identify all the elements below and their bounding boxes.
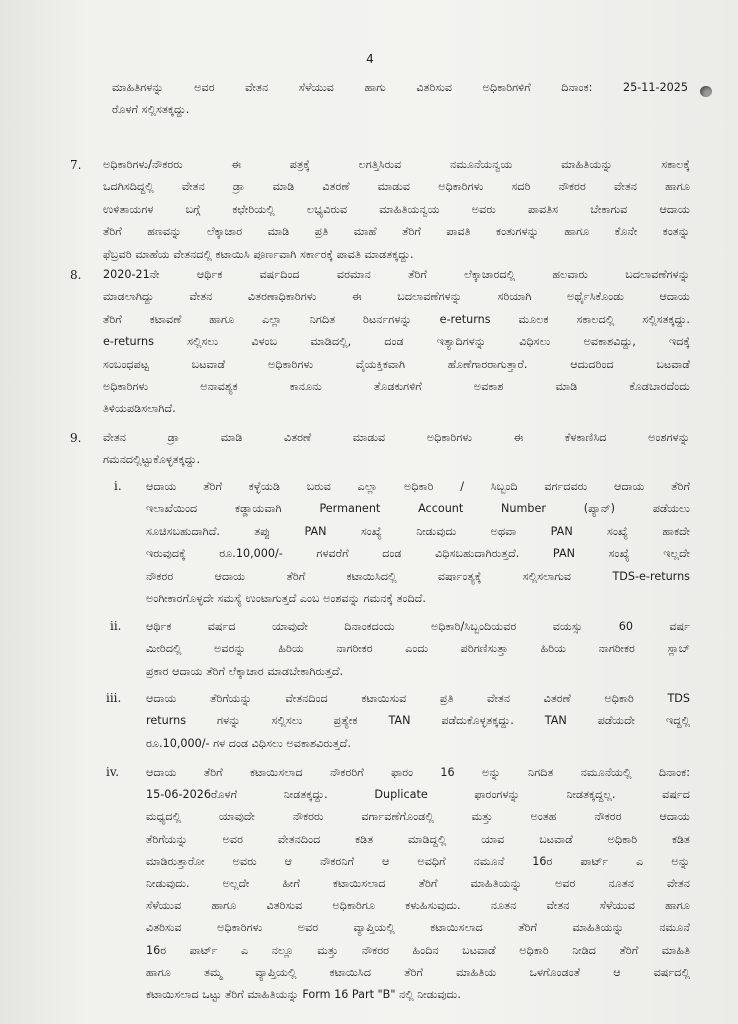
text-line: e-returns ಸಲ್ಲಿಸಲು ವಿಳಂಬ ಮಾಡಿದಲ್ಲಿ, ದಂಡ ಇತ್ಯಾದಿಗಳನ್ನು ವಿಧಿಸಲು ಅವಕಾಶವಿದ್ದು, ಇದಕ್ಕೆ [103,335,690,349]
subitem-number: ii. [110,619,122,633]
text-line: ಸೆಳೆಯುವ ಹಾಗೂ ವಿತರಿಸುವ ಅಧಿಕಾರಿಗೂ ಕಳುಹಿಸುವುದು. ನೂತನ ವೇತನ ಸೆಳೆಯುವ ಹಾಗೂ [146,899,690,913]
text-line: ರೊಳಗೆ ಸಲ್ಲಿಸತಕ್ಕದ್ದು. [112,103,190,117]
subitem-iii-paragraph [146,688,690,755]
text-line: ರೂ.10,000/- ಗಳ ದಂಡ ವಿಧಿಸಲು ಅವಕಾಶವಿರುತ್ತದೆ. [146,736,351,750]
item-number: 8. [70,268,82,282]
text-line: 15-06-2026ರೊಳಗೆ ನೀಡತಕ್ಕದ್ದು. Duplicate ಫಾರಂಗಳನ್ನು ನೀಡತಕ್ಕದ್ದಲ್ಲ. ವರ್ಷದ [146,788,690,802]
text-line: ಫೆಬ್ರವರಿ ಮಾಹೆಯ ವೇತನದಲ್ಲಿ ಕಟಾಯಿಸಿ ಪೂರ್ಣವಾಗಿ ಸರ್ಕಾರಕ್ಕೆ ಪಾವತಿ ಮಾಡತಕ್ಕದ್ದು. [103,247,414,261]
text-line: ಗಮನದಲ್ಲಿಟ್ಟುಕೊಳ್ಳತಕ್ಕದ್ದು. [103,453,201,467]
item-number: 9. [70,431,82,445]
item-7-paragraph [103,154,690,266]
text-line: ಉಳಿತಾಯಗಳ ಬಗ್ಗೆ ಕಛೇರಿಯಲ್ಲಿ ಲಭ್ಯವಿರುವ ಮಾಹಿತಿಯನ್ವಯ ಅವರು ಪಾವತಿಸ ಬೇಕಾಗುವ ಆದಾಯ [103,202,690,216]
text-line: returns ಗಳನ್ನು ಸಲ್ಲಿಸಲು ಪ್ರತ್ಯೇಕ TAN ಪಡೆದುಕೊಳ್ಳತಕ್ಕದ್ದು. TAN ಪಡೆಯದೇ ಇದ್ದಲ್ಲಿ [146,714,690,728]
text-line: ಇಲಾಖೆಯಿಂದ ಕಡ್ಡಾಯವಾಗಿ Permanent Account Number (ಪ್ಯಾನ್) ಪಡೆಯಲು [146,502,690,516]
text-line: ವಿತರಿಸುವ ಅಧಿಕಾರಿಗಳು ಅವರ ವ್ಯಾಪ್ತಿಯಲ್ಲಿ ಕಟಾಯಿಸಲಾದ ತೆರಿಗೆ ಮಾಹಿತಿಯನ್ನು ನಮೂನೆ [146,921,690,935]
text-line: ವೇತನ ಡ್ರಾ ಮಾಡಿ ವಿತರಣೆ ಮಾಡುವ ಅಧಿಕಾರಿಗಳು ಈ ಕೆಳಕಾಣಿಸಿದ ಅಂಶಗಳನ್ನು [103,431,690,444]
text-line: ಸಂಬಂಧಪಟ್ಟ ಬಟವಾಡೆ ಅಧಿಕಾರಿಗಳು ವೈಯಕ್ತಿಕವಾಗಿ ಹೊಣೆಗಾರರಾಗುತ್ತಾರೆ. ಆದುದರಿಂದ ಬಟವಾಡೆ [103,357,690,371]
text-line: ಹಾಗೂ ತಮ್ಮ ವ್ಯಾಪ್ತಿಯಲ್ಲಿ ಕಟಾಯಿಸಿದ ತೆರಿಗೆ ಮಾಹಿತಿಯ ಒಳಗೊಂಡಂತೆ ಆ ವರ್ಷದಲ್ಲಿ [146,965,690,979]
text-line: ಆದಾಯ ತೆರಿಗೆ ಕಳ್ಳೆಯಡಿ ಬರುವ ಎಲ್ಲಾ ಅಧಿಕಾರಿ / ಸಿಬ್ಬಂದಿ ವರ್ಗದವರು ಆದಾಯ ತೆರಿಗೆ [146,480,690,493]
text-line: ನೌಕರರ ಆದಾಯ ತೆರಿಗೆ ಕಟಾಯಿಸಿದಲ್ಲಿ ವರ್ಷಾಂತ್ಯಕ್ಕೆ ಸಲ್ಲಿಸಲಾಗುವ TDS-e-returns [146,569,690,583]
text-line: ಪ್ರಕಾರ ಆದಾಯ ತೆರಿಗೆ ಲೆಕ್ಕಾಚಾರ ಮಾಡಬೇಕಾಗಿರುತ್ತದೆ. [146,664,344,678]
text-line: ಮಾಡಿರುತ್ತಾರೋ ಅವರು ಆ ನೌಕರನಿಗೆ ಆ ಅವಧಿಗೆ ನಮೂನೆ 16ರ ಪಾರ್ಟ್ ಎ ಅನ್ನು [146,854,690,868]
text-line: ನೀಡುವುದು. ಅಲ್ಲದೇ ಹೀಗೆ ಕಟಾಯಿಸಲಾದ ತೆರಿಗೆ ಮಾಹಿತಿಯನ್ನು ಅವರ ನೂತನ ವೇತನ [146,877,690,891]
text-line: ತೆರಿಗೆಯನ್ನು ಅವರ ವೇತನದಿಂದ ಕಡಿತ ಮಾಡಿದ್ದಲ್ಲಿ ಯಾವ ಬಟವಾಡೆ ಅಧಿಕಾರಿ ಕಡಿತ [146,832,690,846]
intro-paragraph [112,77,688,122]
text-line: ಅಂಗೀಕಾರಗೊಳ್ಳದೇ ಸಮಸ್ಯೆ ಉಂಟಾಗುತ್ತದೆ ಎಂಬ ಅಂಶವನ್ನು ಗಮನಕ್ಕೆ ತಂದಿದೆ. [146,592,426,606]
text-line: 2020-21ನೇ ಆರ್ಥಿಕ ವರ್ಷದಿಂದ ವರಮಾನ ತೆರಿಗೆ ಲೆಕ್ಕಾಚಾರದಲ್ಲಿ ಹಲವಾರು ಬದಲಾವಣೆಗಳನ್ನು [103,268,690,281]
text-line: ಆದಾಯ ತೆರಿಗೆ ಕಟಾಯಿಸಲಾದ ನೌಕರರಿಗೆ ಫಾರಂ 16 ಅನ್ನು ನಿಗದಿತ ನಮೂನೆಯಲ್ಲಿ ದಿನಾಂಕ: [146,766,690,779]
text-line: ಮೀರಿದಲ್ಲಿ ಅವರನ್ನು ಹಿರಿಯ ನಾಗರೀಕರ ಎಂದು ಪರಿಗಣಿಸುತ್ತಾ ಹಿರಿಯ ನಾಗರೀಕರ ಸ್ಲಾಬ್ [146,642,690,656]
text-line: ಮಾಡಲಾಗಿದ್ದು ವೇತನ ವಿತರಣಾಧಿಕಾರಿಗಳು ಈ ಬದಲಾವಣೆಗಳನ್ನು ಸರಿಯಾಗಿ ಅರ್ಥೈಸಿಕೊಂಡು ಆದಾಯ [103,290,690,304]
text-line: ಆರ್ಥಿಕ ವರ್ಷದ ಯಾವುದೇ ದಿನಾಂಕದಂದು ಅಧಿಕಾರಿ/ಸಿಬ್ಬಂದಿಯವರ ವಯಸ್ಸು 60 ವರ್ಷ [146,620,690,633]
text-line: ತೆರಿಗೆ ಕಟಾವಣೆ ಹಾಗೂ ಎಲ್ಲಾ ನಿಗದಿತ ರಿಟರ್ನಗಳನ್ನು e-returns ಮೂಲಕ ಸಕಾಲದಲ್ಲಿ ಸಲ್ಲಿಸತಕ್ಕದ್ದು. [103,312,690,326]
text-line: 16ರ ಪಾರ್ಟ್ ಎ ನಲ್ಲೂ ಮತ್ತು ನೌಕರರ ಹಿಂದಿನ ಬಟವಾಡೆ ಅಧಿಕಾರಿ ನೀಡಿದ ತೆರಿಗೆ ಮಾಹಿತಿ [146,943,690,957]
text-line: ತೆರಿಗೆ ಹಣವನ್ನು ಲೆಕ್ಕಾಚಾರ ಮಾಡಿ ಪ್ರತಿ ಮಾಹೆ ತೆರಿಗೆ ಪಾವತಿ ಕಂತುಗಳನ್ನು ಹಾಗೂ ಕೊನೇ ಕಂತನ್ನು [103,225,690,239]
punch-hole-mark [700,86,712,97]
text-line: ಅಧಿಕಾರಿಗಳು/ನೌಕರರು ಈ ಪತ್ರಕ್ಕೆ ಲಗತ್ತಿಸಿರುವ ನಮೂನೆಯನ್ವಯ ಮಾಹಿತಿಯನ್ನು ಸಕಾಲಕ್ಕೆ [103,158,690,171]
subitem-number: iii. [106,691,122,705]
item-number: 7. [70,158,82,172]
text-line: ಒದಗಿಸದಿದ್ದಲ್ಲಿ ವೇತನ ಡ್ರಾ ಮಾಡಿ ವಿತರಣೆ ಮಾಡುವ ಅಧಿಕಾರಿಗಳು ಸದರಿ ನೌಕರರ ವೇತನ ಹಾಗೂ [103,180,690,194]
text-line: ಆದಾಯ ತೆರಿಗೆಯನ್ನು ವೇತನದಿಂದ ಕಟಾಯಿಸುವ ಪ್ರತಿ ವೇತನ ವಿತರಣೆ ಅಧಿಕಾರಿ TDS [146,692,690,705]
text-line: ಕಟಾಯಿಸಲಾದ ಒಟ್ಟು ತೆರಿಗೆ ಮಾಹಿತಿಯನ್ನು Form 16 Part "B" ನಲ್ಲಿ ನೀಡುವುದು. [146,988,461,1002]
subitem-number: i. [114,479,122,493]
text-line: ಅಧಿಕಾರಿಗಳು ಅನಾವಶ್ಯಕ ಕಾನೂನು ತೊಡಕುಗಳಿಗೆ ಅವಕಾಶ ಮಾಡಿ ಕೊಡಬಾರದೆಂದು [103,380,690,394]
subitem-i-paragraph [146,476,690,610]
subitem-ii-paragraph [146,616,690,683]
page-number: 4 [366,52,374,66]
text-line: ತಿಳಿಯಪಡಿಸಲಾಗಿದೆ. [103,402,176,416]
text-line: ಮಧ್ಯದಲ್ಲಿ ಯಾವುದೇ ನೌಕರರು ವರ್ಗಾವಣೆಗೊಂಡಲ್ಲಿ ಮತ್ತು ಅಂತಹ ನೌಕರರ ಆದಾಯ [146,810,690,824]
text-line: ಮಾಹಿತಿಗಳನ್ನು ಅವರ ವೇತನ ಸೆಳೆಯುವ ಹಾಗು ವಿತರಿಸುವ ಅಧಿಕಾರಿಗಳಿಗೆ ದಿನಾಂಕ: 25-11-2025 [112,81,688,94]
subitem-number: iv. [106,765,120,779]
text-line: ಇರುವುದಕ್ಕೆ ರೂ.10,000/- ಗಳವರೆಗೆ ದಂಡ ವಿಧಿಸಬಹುದಾಗಿರುತ್ತದೆ. PAN ಸಂಖ್ಯೆ ಇಲ್ಲದೇ [146,547,690,561]
item-8-paragraph [103,264,690,421]
subitem-iv-paragraph [146,762,690,1006]
item-9-paragraph [103,427,690,472]
text-line: ಸೂಚಿಸಬಹುದಾಗಿದೆ. ತಪ್ಪು PAN ಸಂಖ್ಯೆ ನೀಡುವುದು ಅಥವಾ PAN ಸಂಖ್ಯೆ ಹಾಕದೇ [146,524,690,538]
